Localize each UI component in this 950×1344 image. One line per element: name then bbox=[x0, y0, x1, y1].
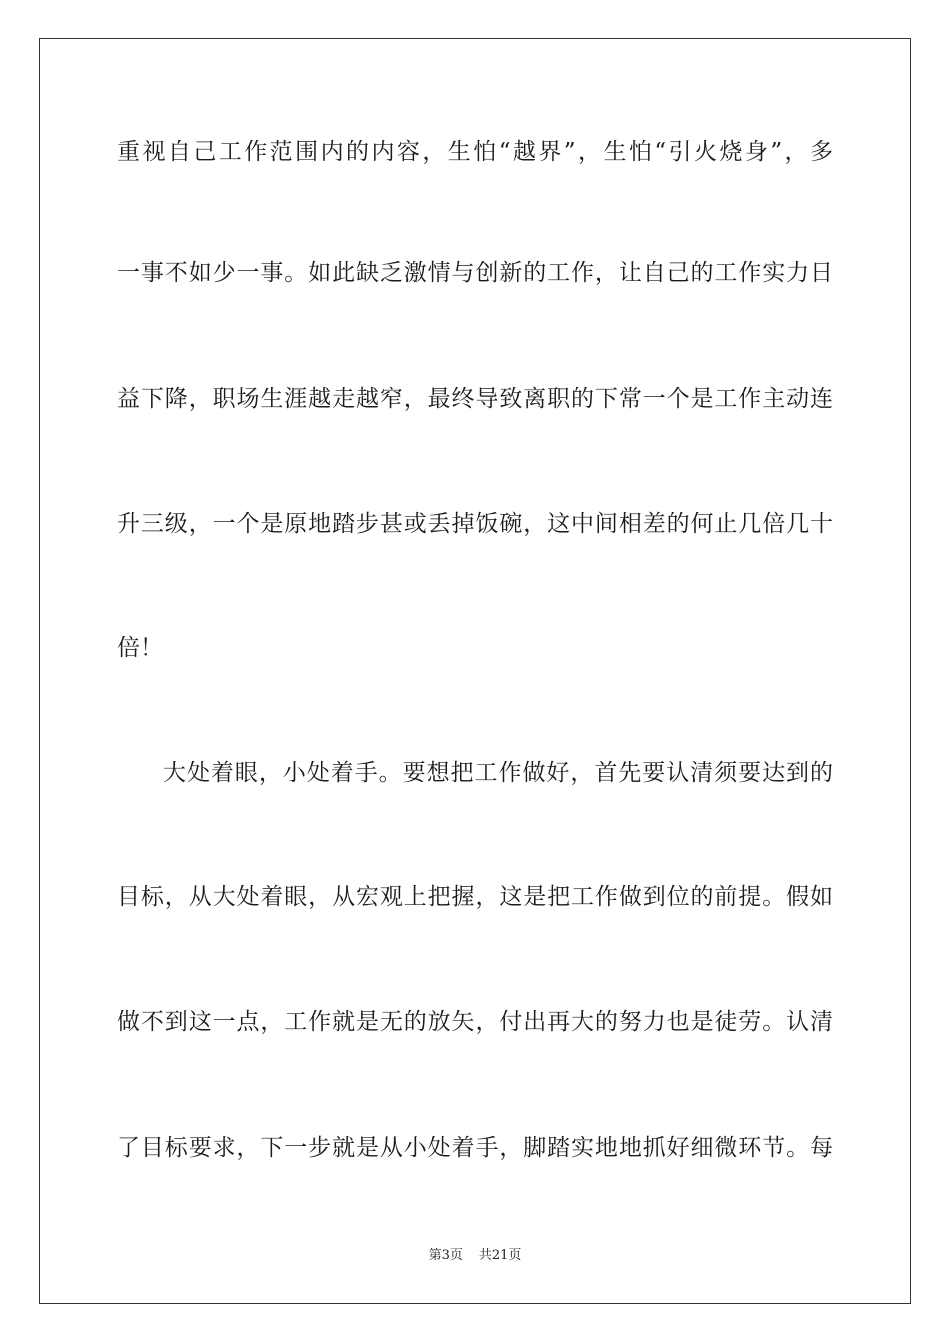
paragraph-2-line-4: 了目标要求，下一步就是从小处着手，脚踏实地地抓好细微环节。每 bbox=[117, 1135, 833, 1161]
current-page-label: 第3页 bbox=[428, 1248, 463, 1263]
page-footer bbox=[0, 1247, 950, 1265]
paragraph-2-line-3: 做不到这一点，工作就是无的放矢，付出再大的努力也是徒劳。认清 bbox=[117, 1009, 833, 1035]
paragraph-line-2: 一事不如少一事。如此缺乏激情与创新的工作，让自己的工作实力日 bbox=[117, 260, 833, 286]
paragraph-line-1: 重视自己工作范围内的内容，生怕“越界”，生怕“引火烧身”，多 bbox=[117, 139, 833, 165]
paragraph-line-3: 益下降，职场生涯越走越窄，最终导致离职的下常一个是工作主动连 bbox=[117, 386, 833, 412]
paragraph-line-5: 倍！ bbox=[117, 635, 163, 661]
paragraph-line-4: 升三级，一个是原地踏步甚或丢掉饭碗，这中间相差的何止几倍几十 bbox=[117, 511, 833, 537]
paragraph-2-line-2: 目标，从大处着眼，从宏观上把握，这是把工作做到位的前提。假如 bbox=[117, 884, 833, 910]
total-pages-label: 共21页 bbox=[478, 1248, 522, 1263]
page-frame bbox=[39, 38, 911, 1304]
paragraph-2-line-1: 大处着眼，小处着手。要想把工作做好，首先要认清须要达到的 bbox=[163, 760, 833, 786]
